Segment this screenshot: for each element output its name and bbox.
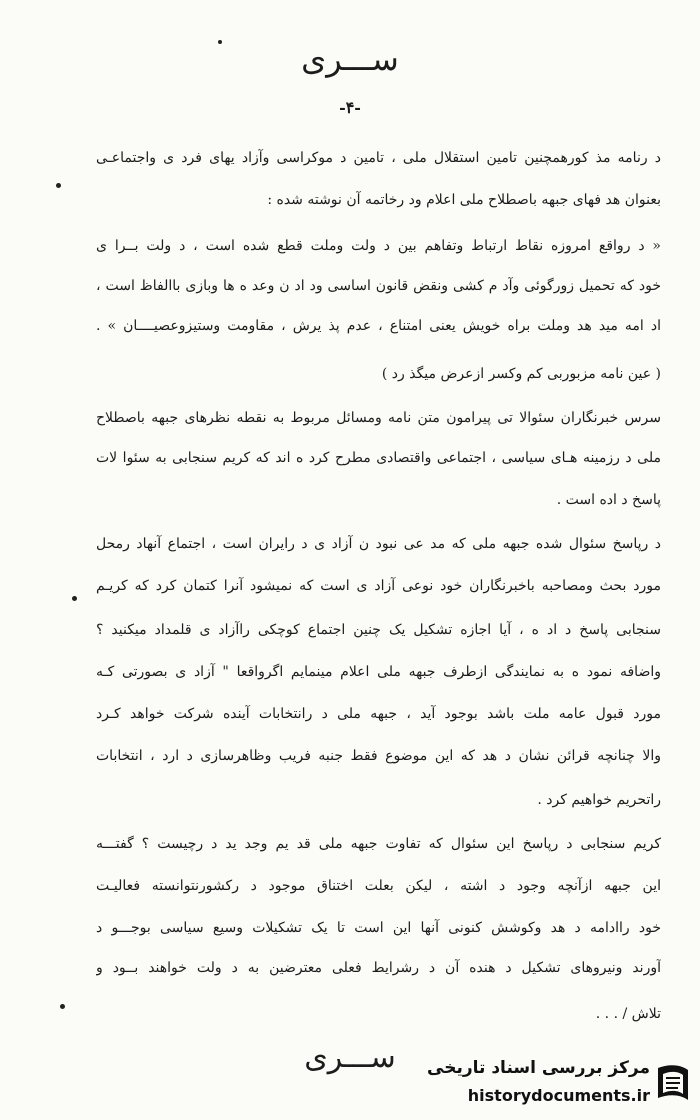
- body-line: خود که تحمیل زورگوئی وآد م کشی ونقض قانون اساسی ود اد ن وعد ه ها وبازی باالفاظ است ،: [96, 278, 661, 294]
- body-line: بعنوان هد فهای جبهه باصطلاح ملی اعلام ود رخاتمه آن نوشته شده :: [267, 192, 661, 208]
- body-line: این جبهه ازآنچه وجود د اشته ، لیکن بعلت اختناق موجود د رکشورنتوانسته فعالیـت: [96, 878, 661, 894]
- body-line: واضافه نمود ه به نمایندگی ازطرف جبهه ملی اعلام مینمایم اگرواقعا " آزاد ی بصورتی کـه: [96, 664, 661, 680]
- body-line: « د رواقع امروزه نقاط ارتباط وتفاهم بین د ولت وملت قطع شده است ، د ولت بــرا ی: [96, 238, 661, 254]
- margin-punch-mark: [72, 596, 77, 601]
- classification-footer: ســـری: [304, 1040, 396, 1075]
- body-line: ملی د رزمینه هـای سیاسی ، اجتماعی واقتصادی مطرح کرد ه اند که کریم سنجابی به سئوا لات: [96, 450, 661, 466]
- margin-speck: [218, 40, 222, 44]
- body-line: اد امه مید هد وملت براه خویش یعنی امتناع ، عدم پذ یرش ، مقاومت وستیزوعصیــــان » .: [96, 318, 661, 334]
- body-line: مورد بحث ومصاحبه باخبرنگاران خود نوعی آزاد ی است که نمیشود آنرا کتمان کرد که کریـم: [96, 578, 661, 594]
- watermark-url: historydocuments.ir: [467, 1086, 650, 1105]
- body-line: د رپاسخ سئوال شده جبهه ملی که مد عی نبود ن آزاد ی د رایران است ، اجتماع آنهاد رمحل: [96, 536, 661, 552]
- margin-punch-mark: [56, 183, 61, 188]
- body-line: سرس خبرنگاران سئوالا تی پیرامون متن نامه ومسائل مربوط به نقطه نظرهای جبهه باصطلاح: [96, 410, 661, 426]
- margin-punch-mark: [60, 1004, 65, 1009]
- page-number: -۴-: [339, 98, 361, 117]
- body-line: آورند ونیروهای تشکیل د هنده آن د رشرایط فعلی معترضین به د ولت خواهند بــود و: [96, 960, 661, 976]
- body-line: ( عین نامه مزبوربی کم وکسر ازعرض میگذ رد ): [381, 366, 661, 382]
- classification-header: ســـری: [301, 40, 399, 78]
- body-line: پاسخ د اده است .: [556, 492, 661, 508]
- book-scroll-icon: [654, 1062, 692, 1106]
- archive-watermark: [410, 1056, 694, 1116]
- watermark-title: مرکز بررسی اسناد تاریخی: [427, 1058, 650, 1078]
- body-line: والا چنانچه قرائن نشان د هد که این موضوع فقط جنبه فریب وظاهرسازی د ارد ، انتخابات: [96, 748, 661, 764]
- body-line: راتحریم خواهیم کرد .: [537, 792, 661, 808]
- body-line: کریم سنجابی د رپاسخ این سئوال که تفاوت جبهه ملی قد یم وجد ید د رچیست ؟ گفتـــه: [96, 836, 661, 852]
- body-line: سنجابی پاسخ د اد ه ، آیا اجازه تشکیل یک چنین اجتماع کوچکی راآزاد ی قلمداد میکنید ؟: [96, 622, 661, 638]
- body-line: د رنامه مذ کورهمچنین تامین استقلال ملی ، تامین د موکراسی وآزاد یهای فرد ی واجتماعـی: [96, 150, 661, 166]
- body-line: تلاش / . . .: [595, 1006, 661, 1022]
- body-line: خود راادامه د هد وکوشش کنونی آنها این است تا یک تشکیلات وسیع سیاسی بوجـــو د: [96, 920, 661, 936]
- body-line: مورد قبول عامه ملت باشد بوجود آید ، جبهه ملی د رانتخابات آینده شرکت خواهد کـرد: [96, 706, 661, 722]
